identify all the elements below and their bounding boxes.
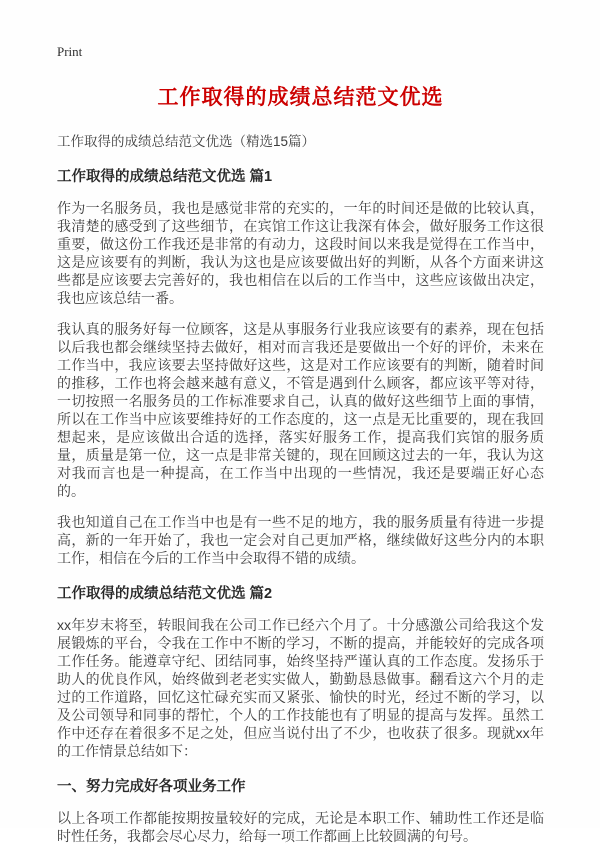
section-heading-1: 工作取得的成绩总结范文优选 篇1 [57, 169, 273, 185]
section-heading-3: 一、努力完成好各项业务工作 [57, 779, 246, 795]
paragraph: 以上各项工作都能按期按量较好的完成，无论是本职工作、辅助性工作还是临时性任务，我都会尽心尽力，给每一项工作都画上比较圆满的句号。 [57, 810, 544, 844]
paragraph: 我认真的服务好每一位顾客，这是从事服务行业我应该要有的素养，现在包括以后我也都会继续坚持去做好，相对而言我还是要做出一个好的评价，未来在工作当中，我应该要去坚持做好这些，这是对工作应该要有的判断，随着时间的推移，工作也将会越来越有意义，不管是遇到什么顾客，都应该平等对待，一切按照一名服务员的工作标准要求自己，认真的做好这些细节上面的事情，所以在工作当中应该要维持好的工作态度的，这一点是无比重要的，现在我回想起来，是应该做出合适的选择，落实好服务工作，提高我们宾馆的服务质量，质量是第一位，这一点是非常关键的，现在回顾这过去的一年，我认为这对我而言也是一种提高，在工作当中出现的一些情况，我还是要端正好心态的。 [57, 321, 544, 499]
paragraph: 我也知道自己在工作当中也是有一些不足的地方，我的服务质量有待进一步提高，新的一年开始了，我也一定会对自己更加严格，继续做好这些分内的本职工作，相信在今后的工作当中会取得不错的成绩。 [57, 514, 544, 566]
section-heading-2: 工作取得的成绩总结范文优选 篇2 [57, 586, 273, 602]
paragraph: xx年岁末将至，转眼间我在公司工作已经六个月了。十分感激公司给我这个发展锻炼的平台，令我在工作中不断的学习，不断的提高，并能较好的完成各项工作任务。能遵章守纪、团结同事，始终坚持严谨认真的工作态度。发扬乐于助人的优良作风，始终做到老老实实做人，勤勤恳恳做事。翻看这六个月的走过的工作道路，回忆这忙碌充实而又紧张、愉快的时光，经过不断的学习，以及公司领导和同事的帮忙，个人的工作技能也有了明显的提高与发挥。虽然工作中还存在着很多不足之处，但应当说付出了不少，也收获了很多。现就xx年的工作情景总结如下： [57, 617, 544, 759]
paragraph: 作为一名服务员，我也是感觉非常的充实的，一年的时间还是做的比较认真，我清楚的感受到了这些细节，在宾馆工作这让我深有体会，做好服务工作这很重要，做这份工作我还是非常的有动力，这段时间以来我是觉得在工作当中，这是应该要有的判断，我认为这也是应该要做出好的判断，从各个方面来讲这些都是应该要去完善好的，我也相信在以后的工作当中，这些应该做出决定，我也应该总结一番。 [57, 200, 544, 306]
document-subtitle: 工作取得的成绩总结范文优选（精选15篇） [57, 134, 316, 149]
page-title: 工作取得的成绩总结范文优选 [157, 86, 444, 109]
print-link[interactable]: Print [57, 44, 83, 59]
